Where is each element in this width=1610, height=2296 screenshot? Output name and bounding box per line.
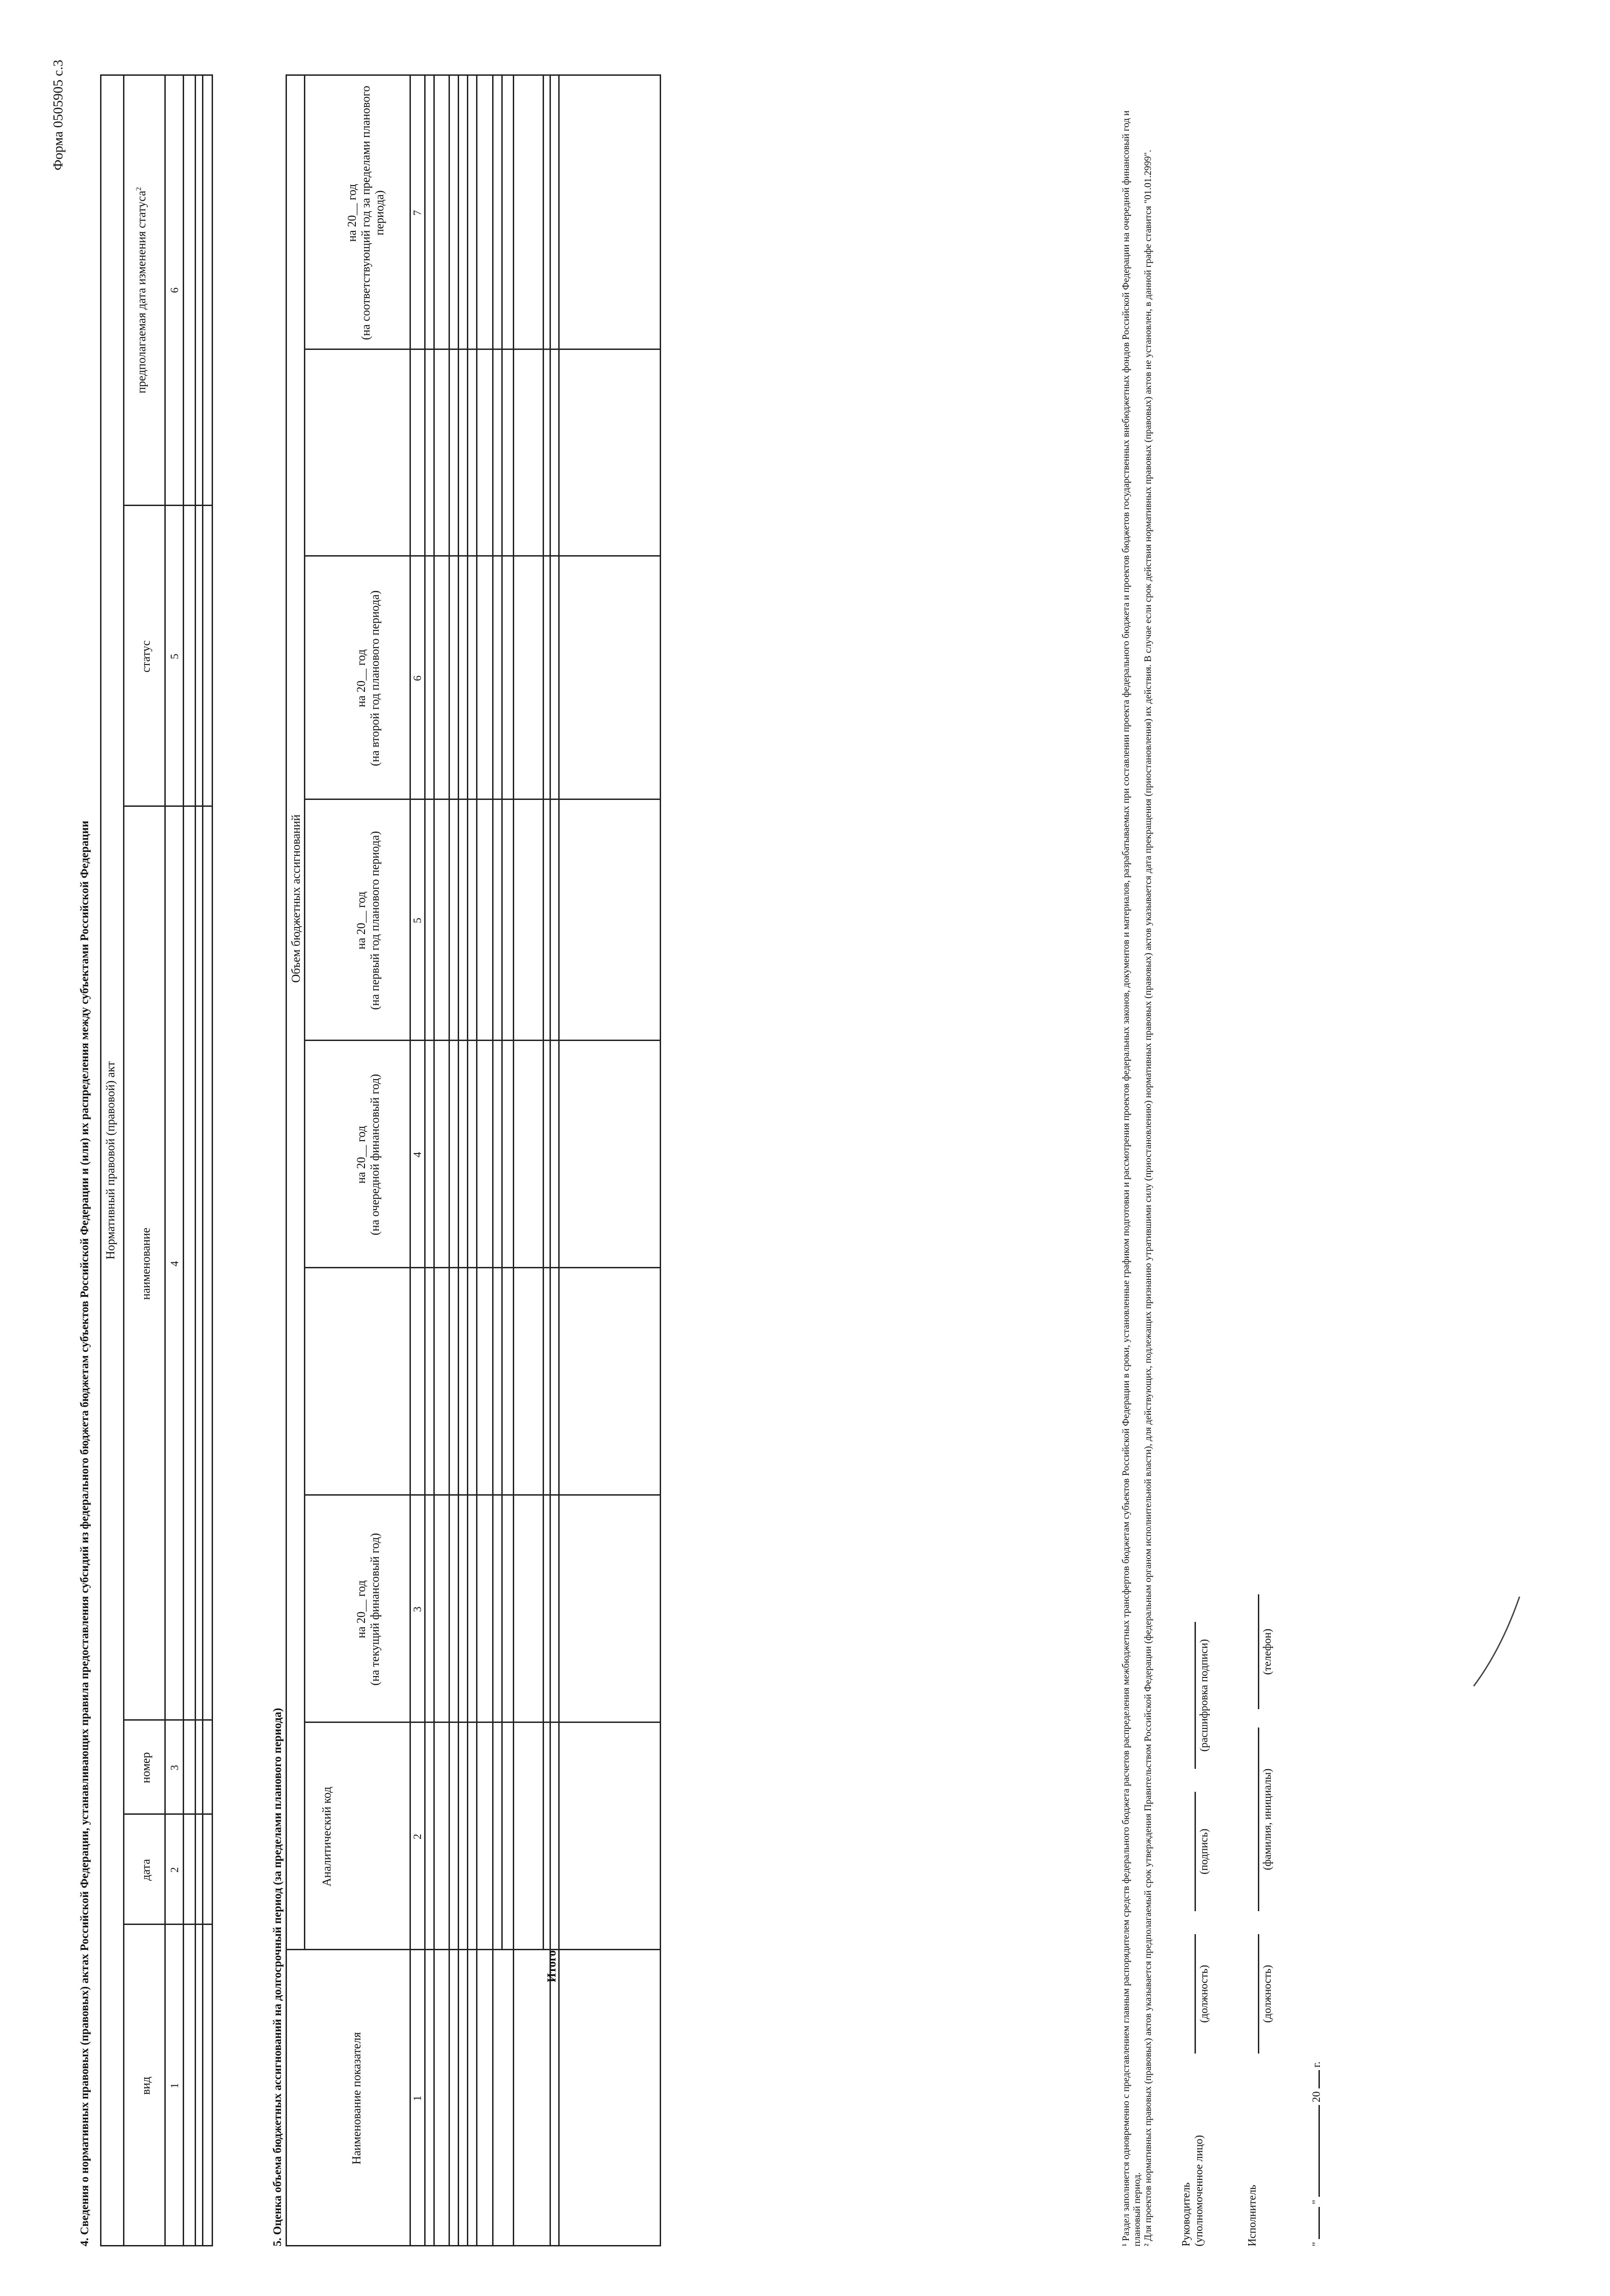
col-header-name: наименование [139, 1227, 152, 1300]
col-number: 1 [169, 2083, 181, 2088]
section5-group-header: Объем бюджетных ассигнований [289, 814, 303, 983]
col-header-date: дата [139, 1859, 152, 1881]
section4-title: 4. Сведения о нормативных правовых (правовых) актах Российской Федерации, устанавливающих правила предоставления субсидий из федерального бюджета бюджетам субъектов Российской Федерации и (или) их распределения между субъектами Российской Федерации [79, 821, 91, 2246]
col-header-analytic-code: Аналитический код [320, 1786, 333, 1887]
col-number: 5 [412, 917, 424, 923]
col-header-number: номер [139, 1752, 152, 1784]
caption-exec-position: (должность) [1262, 1965, 1273, 2023]
executor-label: Исполнитель [1246, 2184, 1258, 2246]
date-line: " " 20 г. [1311, 2061, 1323, 2246]
col-number: 3 [169, 1765, 181, 1771]
footnote-1: ¹ Раздел заполняется одновременно с представлением главным распорядителем средств федерального бюджета расчетов распределения межбюджетных трансфертов бюджетам субъектов Российской Федерации в сроки, установленные графиком подготовки и рассмотрения проектов федеральных законов, документов и материалов, разрабатываемых при составлении проекта федерального бюджета и проектов бюджетов государственных внебюджетных фондов Российской Федерации на очередной финансовый год и плановый период. [1120, 110, 1142, 2246]
col-header-status-date: предполагаемая дата изменения статуса$^2$ [135, 187, 148, 394]
head-label: Руководитель (уполномоченное лицо) [1180, 2135, 1205, 2246]
col-number: 1 [412, 2095, 424, 2101]
caption-position: (должность) [1198, 1965, 1210, 2023]
col-header-vid: вид [139, 2077, 152, 2095]
caption-exec-name: (фамилия, инициалы) [1262, 1768, 1273, 1870]
total-label: Итого [545, 1950, 558, 1982]
col-number: 3 [412, 1606, 424, 1612]
col-number: 2 [412, 1834, 424, 1840]
caption-signature-decoding: (расшифровка подписи) [1198, 1639, 1210, 1752]
form-id: Форма 0505905 с.3 [50, 60, 66, 171]
stray-stroke-mark [1469, 1590, 1524, 1691]
col-header-year-4: на 20__ год (на второй год планового периода) [354, 590, 381, 766]
col-number: 4 [412, 1152, 424, 1158]
col-number: 4 [169, 1261, 181, 1266]
caption-signature: (подпись) [1198, 1829, 1210, 1874]
col-number: 2 [169, 1867, 181, 1873]
col-header-year-2: на 20__ год (на очередной финансовый год) [354, 1074, 381, 1236]
col-header-year-3: на 20__ год (на первый год планового периода) [354, 831, 381, 1010]
footnote-2: ² Для проектов нормативных правовых (правовых) актов указывается предполагаемый срок утверждения Правительством Российской Федерации (федеральным органом исполнительной власти), для действующих, подлежащих признанию утратившими силу (приостановлению) нормативных правовых (правовых) актов указывается дата прекращения (приостановления) их действия. В случае если срок действия нормативных правовых (правовых) актов не установлен, в данной графе ставится "01.01.2999". [1142, 150, 1153, 2246]
signature-block [1180, 1144, 1419, 2246]
col-header-year-5: на 20__ год (на соответствующий год за пределами планового периода) [345, 85, 386, 340]
section4-group-header: Нормативный правовой (правовой) акт [104, 1061, 117, 1260]
col-header-status: статус [139, 640, 152, 673]
col-number: 7 [412, 210, 424, 216]
col-number: 5 [169, 653, 181, 659]
col-number: 6 [169, 287, 181, 293]
footnotes [1120, 74, 1153, 2246]
col-header-year-1: на 20__ год (на текущий финансовый год) [354, 1533, 381, 1686]
section5-title: 5. Оценка объема бюджетных ассигнований на долгосрочный период (за пределами планового периода) [271, 1708, 284, 2246]
caption-exec-phone: (телефон) [1262, 1628, 1273, 1675]
col-number: 6 [412, 675, 424, 681]
section4-table [100, 74, 213, 2246]
section5-table [286, 74, 662, 2246]
col-header-indicator: Наименование показателя [350, 2032, 363, 2165]
